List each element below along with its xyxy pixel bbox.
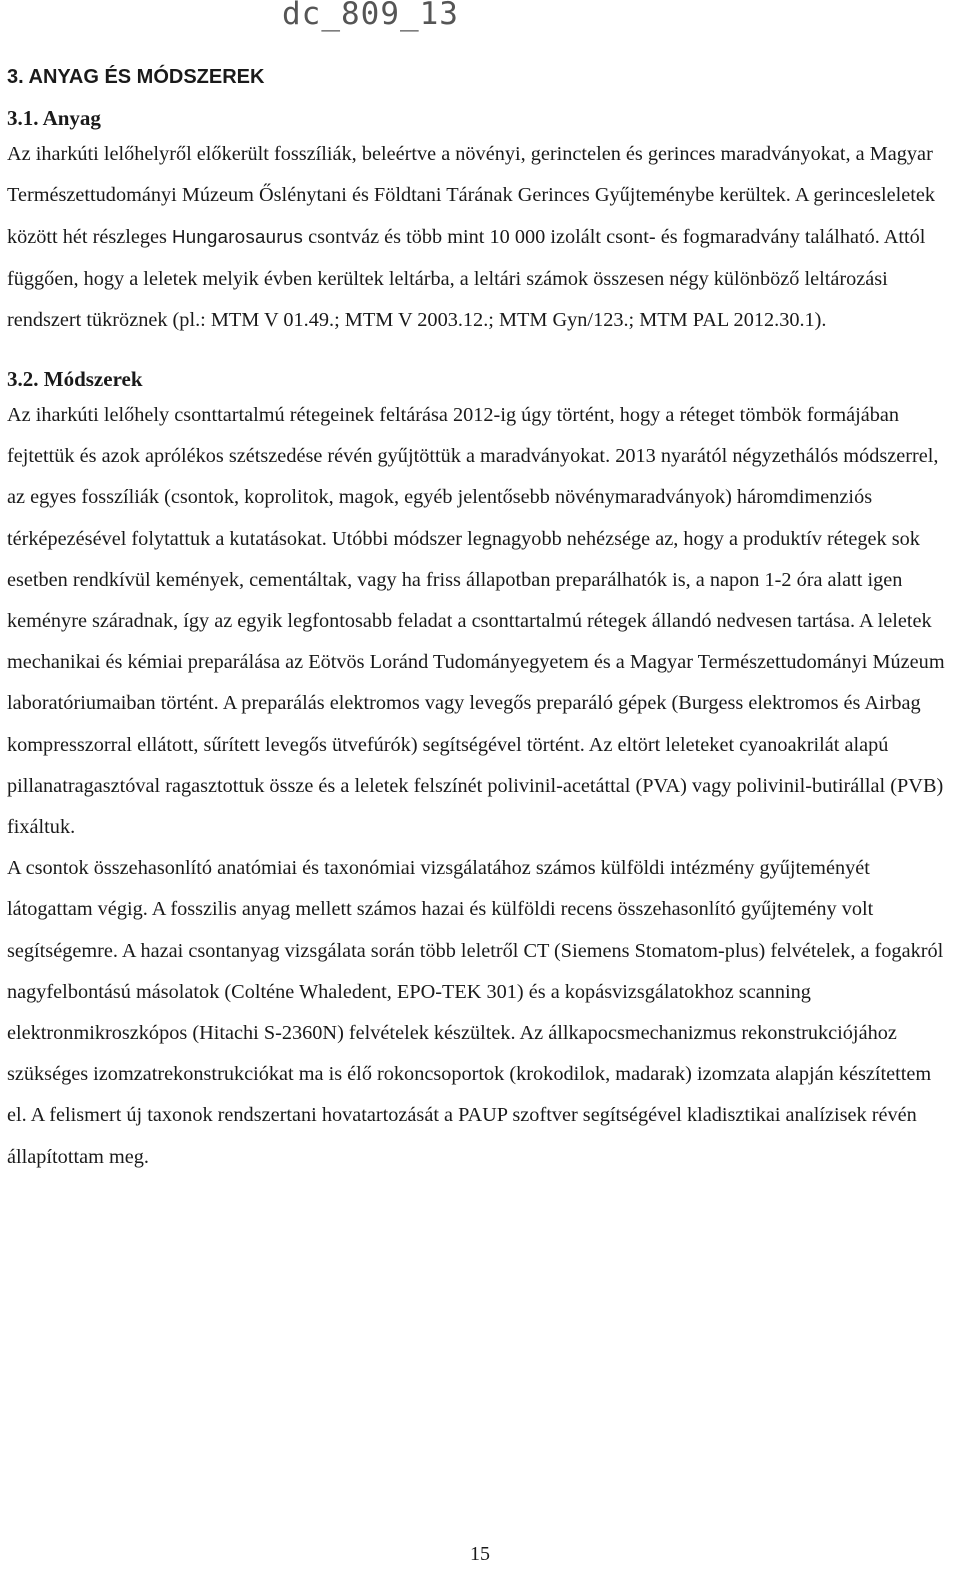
page-content bbox=[7, 62, 951, 1178]
paragraph-anyag bbox=[7, 134, 951, 341]
page-number: 15 bbox=[470, 1543, 490, 1565]
paragraph-modszerek-1: Az iharkúti lelőhely csonttartalmú rétegeinek feltárása 2012-ig úgy történt, hogy a réteget tömbök formájában fejtettük és azok aprólékos szétszedése révén gyűjtöttük a maradványokat. 2013 nyarától négyzethálós módszerrel, az egyes fosszíliák (csontok, koprolitok, magok, egyéb jelentősebb növénymaradványok) háromdimenziós térképezésével folytattuk a kutatásokat. Utóbbi módszer legnagyobb nehézsége az, hogy a produktív rétegek sok esetben rendkívül kemények, cementáltak, vagy ha friss állapotban preparálhatók is, a napon 1-2 óra alatt igen keményre száradnak, így az egyik legfontosabb feladat a csonttartalmú rétegek állandó nedvesen tartása. A leletek mechanikai és kémiai preparálása az Eötvös Loránd Tudományegyetem és a Magyar Természettudományi Múzeum laboratóriumaiban történt. A preparálás elektromos vagy levegős preparáló gépek (Burgess elektromos és Airbag kompresszorral ellátott, sűrített levegős ütvefúrók) segítségével történt. Az eltört leleteket cyanoakrilát alapú pillanatragasztóval ragasztottuk össze és a leletek felszínét polivinil-acetáttal (PVA) vagy polivinil-butirállal (PVB) fixáltuk. bbox=[7, 404, 945, 839]
chapter-title: 3. ANYAG ÉS MÓDSZEREK bbox=[7, 66, 265, 88]
section-title-anyag: 3.1. Anyag bbox=[7, 106, 101, 130]
paragraph-anyag-text-a: Az iharkúti lelőhelyről előkerült fosszíliák, beleértve a növényi, gerinctelen és gerinces maradványokat, a Magyar Természettudományi Múzeum Őslénytani és Földtani Tárának Gerinces Gyűjteménybe kerültek. A gerincesleletek között hét részleges bbox=[7, 143, 936, 249]
genus-name: Hungarosaurus bbox=[172, 226, 304, 248]
paragraph-anyag-text-b: csontváz és több mint 10 000 izolált csont- és fogmaradvány található. Attól függően, hogy a leletek melyik évben kerültek leltárba, a leltári számok összesen négy különböző leltározási rendszert tükröznek (pl.: MTM V 01.49.; MTM V 2003.12.; MTM Gyn/123.; MTM PAL 2012.30.1). bbox=[7, 226, 926, 331]
section-title-modszerek: 3.2. Módszerek bbox=[7, 367, 143, 392]
document-id: dc_809_13 bbox=[282, 0, 459, 32]
paragraph-modszerek-2: A csontok összehasonlító anatómiai és taxonómiai vizsgálatához számos külföldi intézmény gyűjteményét látogattam végig. A fosszilis anyag mellett számos hazai és külföldi recens összehasonlító gyűjtemény volt segítségemre. A hazai csontanyag vizsgálata során több leletről CT (Siemens Stomatom-plus) felvételek, a fogakról nagyfelbontású másolatok (Colténe Whaledent, EPO-TEK 301) és a kopásvizsgálatokhoz scanning elektronmikroszkópos (Hitachi S-2360N) felvételek készültek. Az állkapocsmechanizmus rekonstrukciójához szükséges izomzatrekonstrukciókat ma is élő rokoncsoportok (krokodilok, madarak) izomzata alapján készítettem el. A felismert új taxonok rendszertani hovatartozását a PAUP szoftver segítségével kladisztikai analízisek révén állapítottam meg. bbox=[7, 857, 944, 1168]
